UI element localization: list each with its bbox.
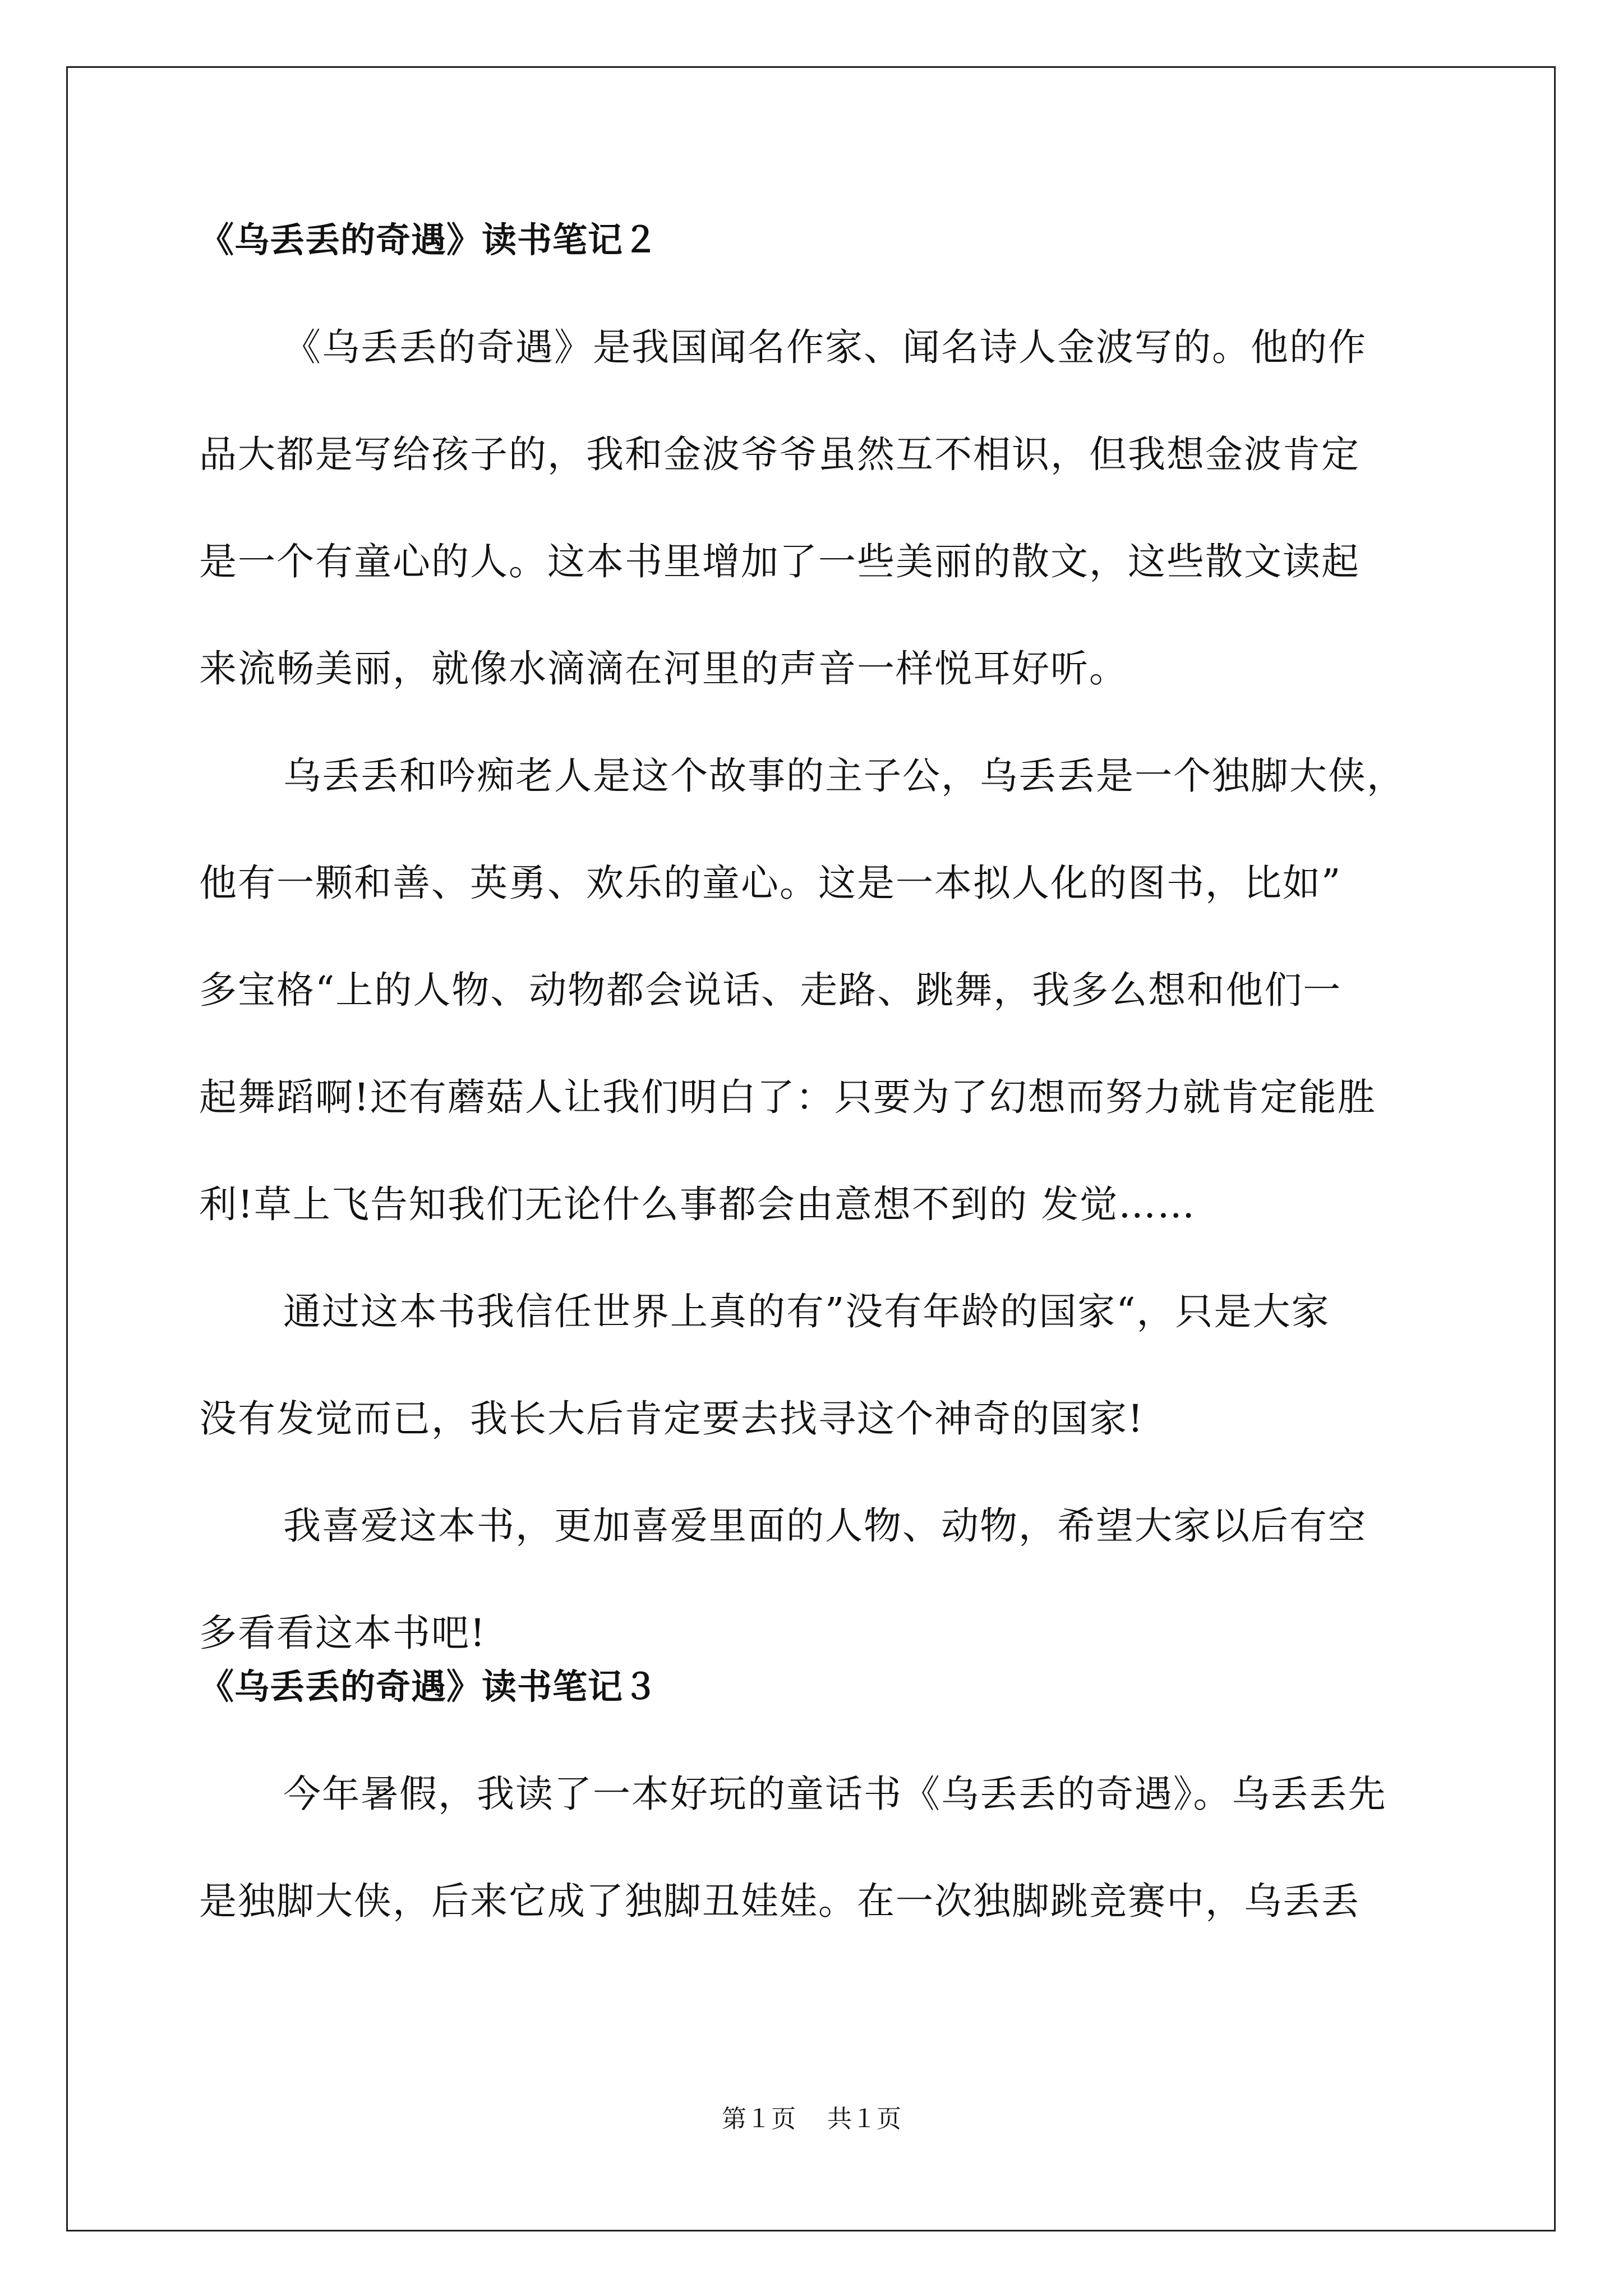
text-line: 是独脚大侠，后来它成了独脚丑娃娃。在一次独脚跳竞赛中，乌丢丢 [199,1879,1360,1923]
document-body [199,213,1430,1981]
text-line: 没有发觉而已，我长大后肯定要去找寻这个神奇的国家! [199,1397,1144,1441]
section-heading-3: 《乌丢丢的奇遇》读书笔记３ [199,1666,659,1707]
text-line: 我喜爱这本书，更加喜爱里面的人物、动物，希望大家以后有空 [283,1504,1367,1548]
text-line: 今年暑假，我读了一本好玩的童话书《乌丢丢的奇遇》。乌丢丢先 [283,1772,1387,1816]
text-line: 是一个有童心的人。这本书里增加了一些美丽的散文，这些散文读起 [199,540,1360,583]
text-line: 来流畅美丽，就像水滴滴在河里的声音一样悦耳好听。 [199,647,1128,691]
text-line: 利!草上飞告知我们无论什么事都会由意想不到的 发觉…… [199,1182,1196,1226]
spacer [199,267,1430,320]
page-footer: 第１页 共１页 [722,2105,901,2133]
section-heading-2: 《乌丢丢的奇遇》读书笔记２ [199,219,659,260]
paragraph [199,1285,1430,1446]
text-line: 品大都是写给孩子的，我和金波爷爷虽然互不相识，但我想金波肯定 [199,432,1360,476]
paragraph [199,1499,1430,1660]
paragraph [199,1767,1430,1928]
text-line: 通过这本书我信任世界上真的有”没有年龄的国家“，只是大家 [283,1290,1330,1333]
text-line: 起舞蹈啊!还有蘑菇人让我们明白了：只要为了幻想而努力就肯定能胜 [199,1075,1376,1119]
paragraph [199,749,1430,1231]
paragraph [199,320,1430,696]
spacer [199,1714,1430,1767]
text-line: 《乌丢丢的奇遇》是我国闻名作家、闻名诗人金波写的。他的作 [283,325,1367,369]
text-line: 多看看这本书吧! [199,1611,486,1655]
text-line: 乌丢丢和吟痴老人是这个故事的主子公，乌丢丢是一个独脚大侠， [283,754,1405,798]
text-line: 他有一颗和善、英勇、欢乐的童心。这是一本拟人化的图书，比如” [199,861,1342,905]
text-line: 多宝格“上的人物、动物都会说话、走路、跳舞，我多么想和他们一 [199,968,1342,1012]
